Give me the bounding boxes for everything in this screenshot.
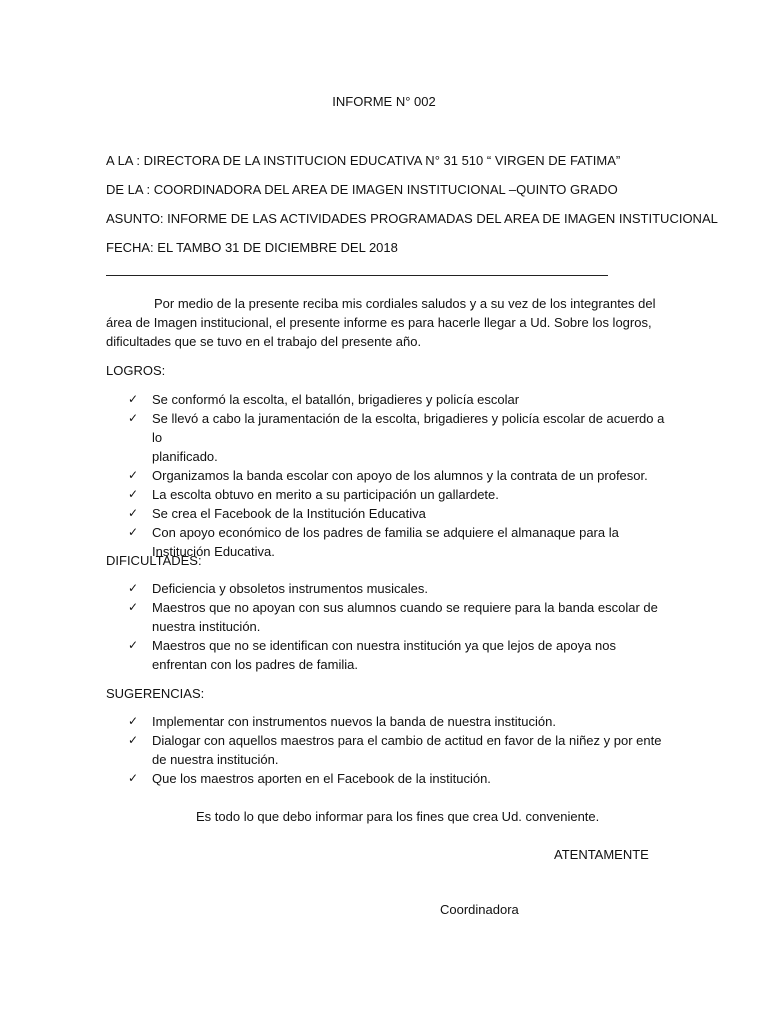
sugerencias-heading: SUGERENCIAS: (106, 686, 205, 701)
list-item (106, 579, 666, 598)
checkmark-icon: ✓ (128, 487, 139, 501)
subject-line: ASUNTO: INFORME DE LAS ACTIVIDADES PROGRAMADAS DEL AREA DE IMAGEN INSTITUCIONAL (106, 211, 718, 226)
checkmark-icon: ✓ (128, 525, 139, 539)
list-item-text: La escolta obtuvo en merito a su participación un gallardete. (152, 487, 499, 502)
list-item-text: nuestra institución. (152, 619, 261, 634)
sugerencias-list (106, 712, 666, 788)
intro-line: Por medio de la presente reciba mis cordiales saludos y a su vez de los integrantes del (154, 296, 656, 311)
logros-list (106, 390, 666, 561)
checkmark-icon: ✓ (128, 468, 139, 482)
list-item-text: Dialogar con aquellos maestros para el cambio de actitud en favor de la niñez y por ente (152, 733, 662, 748)
closing-statement: Es todo lo que debo informar para los fines que crea Ud. conveniente. (196, 809, 600, 824)
list-item-text: Institución Educativa. (152, 544, 275, 559)
list-item-text: de nuestra institución. (152, 752, 279, 767)
checkmark-icon: ✓ (128, 411, 139, 425)
dificultades-heading: DIFICULTADES: (106, 553, 202, 568)
dificultades-list (106, 579, 666, 674)
list-item-text: planificado. (152, 449, 218, 464)
list-item-text: Maestros que no se identifican con nuestra institución ya que lejos de apoya nos (152, 638, 616, 653)
checkmark-icon: ✓ (128, 771, 139, 785)
list-item-text: Deficiencia y obsoletos instrumentos musicales. (152, 581, 429, 596)
checkmark-icon: ✓ (128, 392, 139, 406)
list-item (106, 731, 666, 769)
list-item-text: Con apoyo económico de los padres de familia se adquiere el almanaque para la (152, 525, 619, 540)
list-item (106, 598, 666, 636)
list-item-text: Se llevó a cabo la juramentación de la escolta, brigadieres y policía escolar de acuerdo a lo (152, 411, 665, 445)
report-title-text: INFORME N° 002 (332, 94, 436, 109)
list-item-text: Implementar con instrumentos nuevos la banda de nuestra institución. (152, 714, 556, 729)
separator-line (106, 275, 608, 276)
checkmark-icon: ✓ (128, 506, 139, 520)
addressee-line: A LA : DIRECTORA DE LA INSTITUCION EDUCATIVA N° 31 510 “ VIRGEN DE FATIMA” (106, 153, 621, 168)
intro-paragraph (106, 294, 666, 351)
logros-heading: LOGROS: (106, 363, 166, 378)
checkmark-icon: ✓ (128, 638, 139, 652)
list-item-text: Se crea el Facebook de la Institución Educativa (152, 506, 426, 521)
signature-role: Coordinadora (440, 902, 519, 917)
list-item (106, 409, 666, 466)
list-item (106, 712, 666, 731)
regards-text: ATENTAMENTE (554, 847, 649, 862)
list-item-text: enfrentan con los padres de familia. (152, 657, 358, 672)
checkmark-icon: ✓ (128, 581, 139, 595)
intro-line: dificultades que se tuvo en el trabajo del presente año. (106, 334, 422, 349)
list-item-text: Que los maestros aporten en el Facebook de la institución. (152, 771, 491, 786)
list-item (106, 466, 666, 485)
date-line: FECHA: EL TAMBO 31 DE DICIEMBRE DEL 2018 (106, 240, 398, 255)
list-item (106, 504, 666, 523)
list-item (106, 769, 666, 788)
checkmark-icon: ✓ (128, 733, 139, 747)
list-item (106, 485, 666, 504)
list-item-text: Se conformó la escolta, el batallón, brigadieres y policía escolar (152, 392, 520, 407)
checkmark-icon: ✓ (128, 600, 139, 614)
list-item (106, 390, 666, 409)
sender-line: DE LA : COORDINADORA DEL AREA DE IMAGEN INSTITUCIONAL –QUINTO GRADO (106, 182, 618, 197)
checkmark-icon: ✓ (128, 714, 139, 728)
list-item-text: Organizamos la banda escolar con apoyo de los alumnos y la contrata de un profesor. (152, 468, 648, 483)
intro-line: área de Imagen institucional, el presente informe es para hacerle llegar a Ud. Sobre los logros, (106, 315, 652, 330)
report-title (0, 92, 768, 111)
list-item-text: Maestros que no apoyan con sus alumnos cuando se requiere para la banda escolar de (152, 600, 658, 615)
list-item (106, 636, 666, 674)
